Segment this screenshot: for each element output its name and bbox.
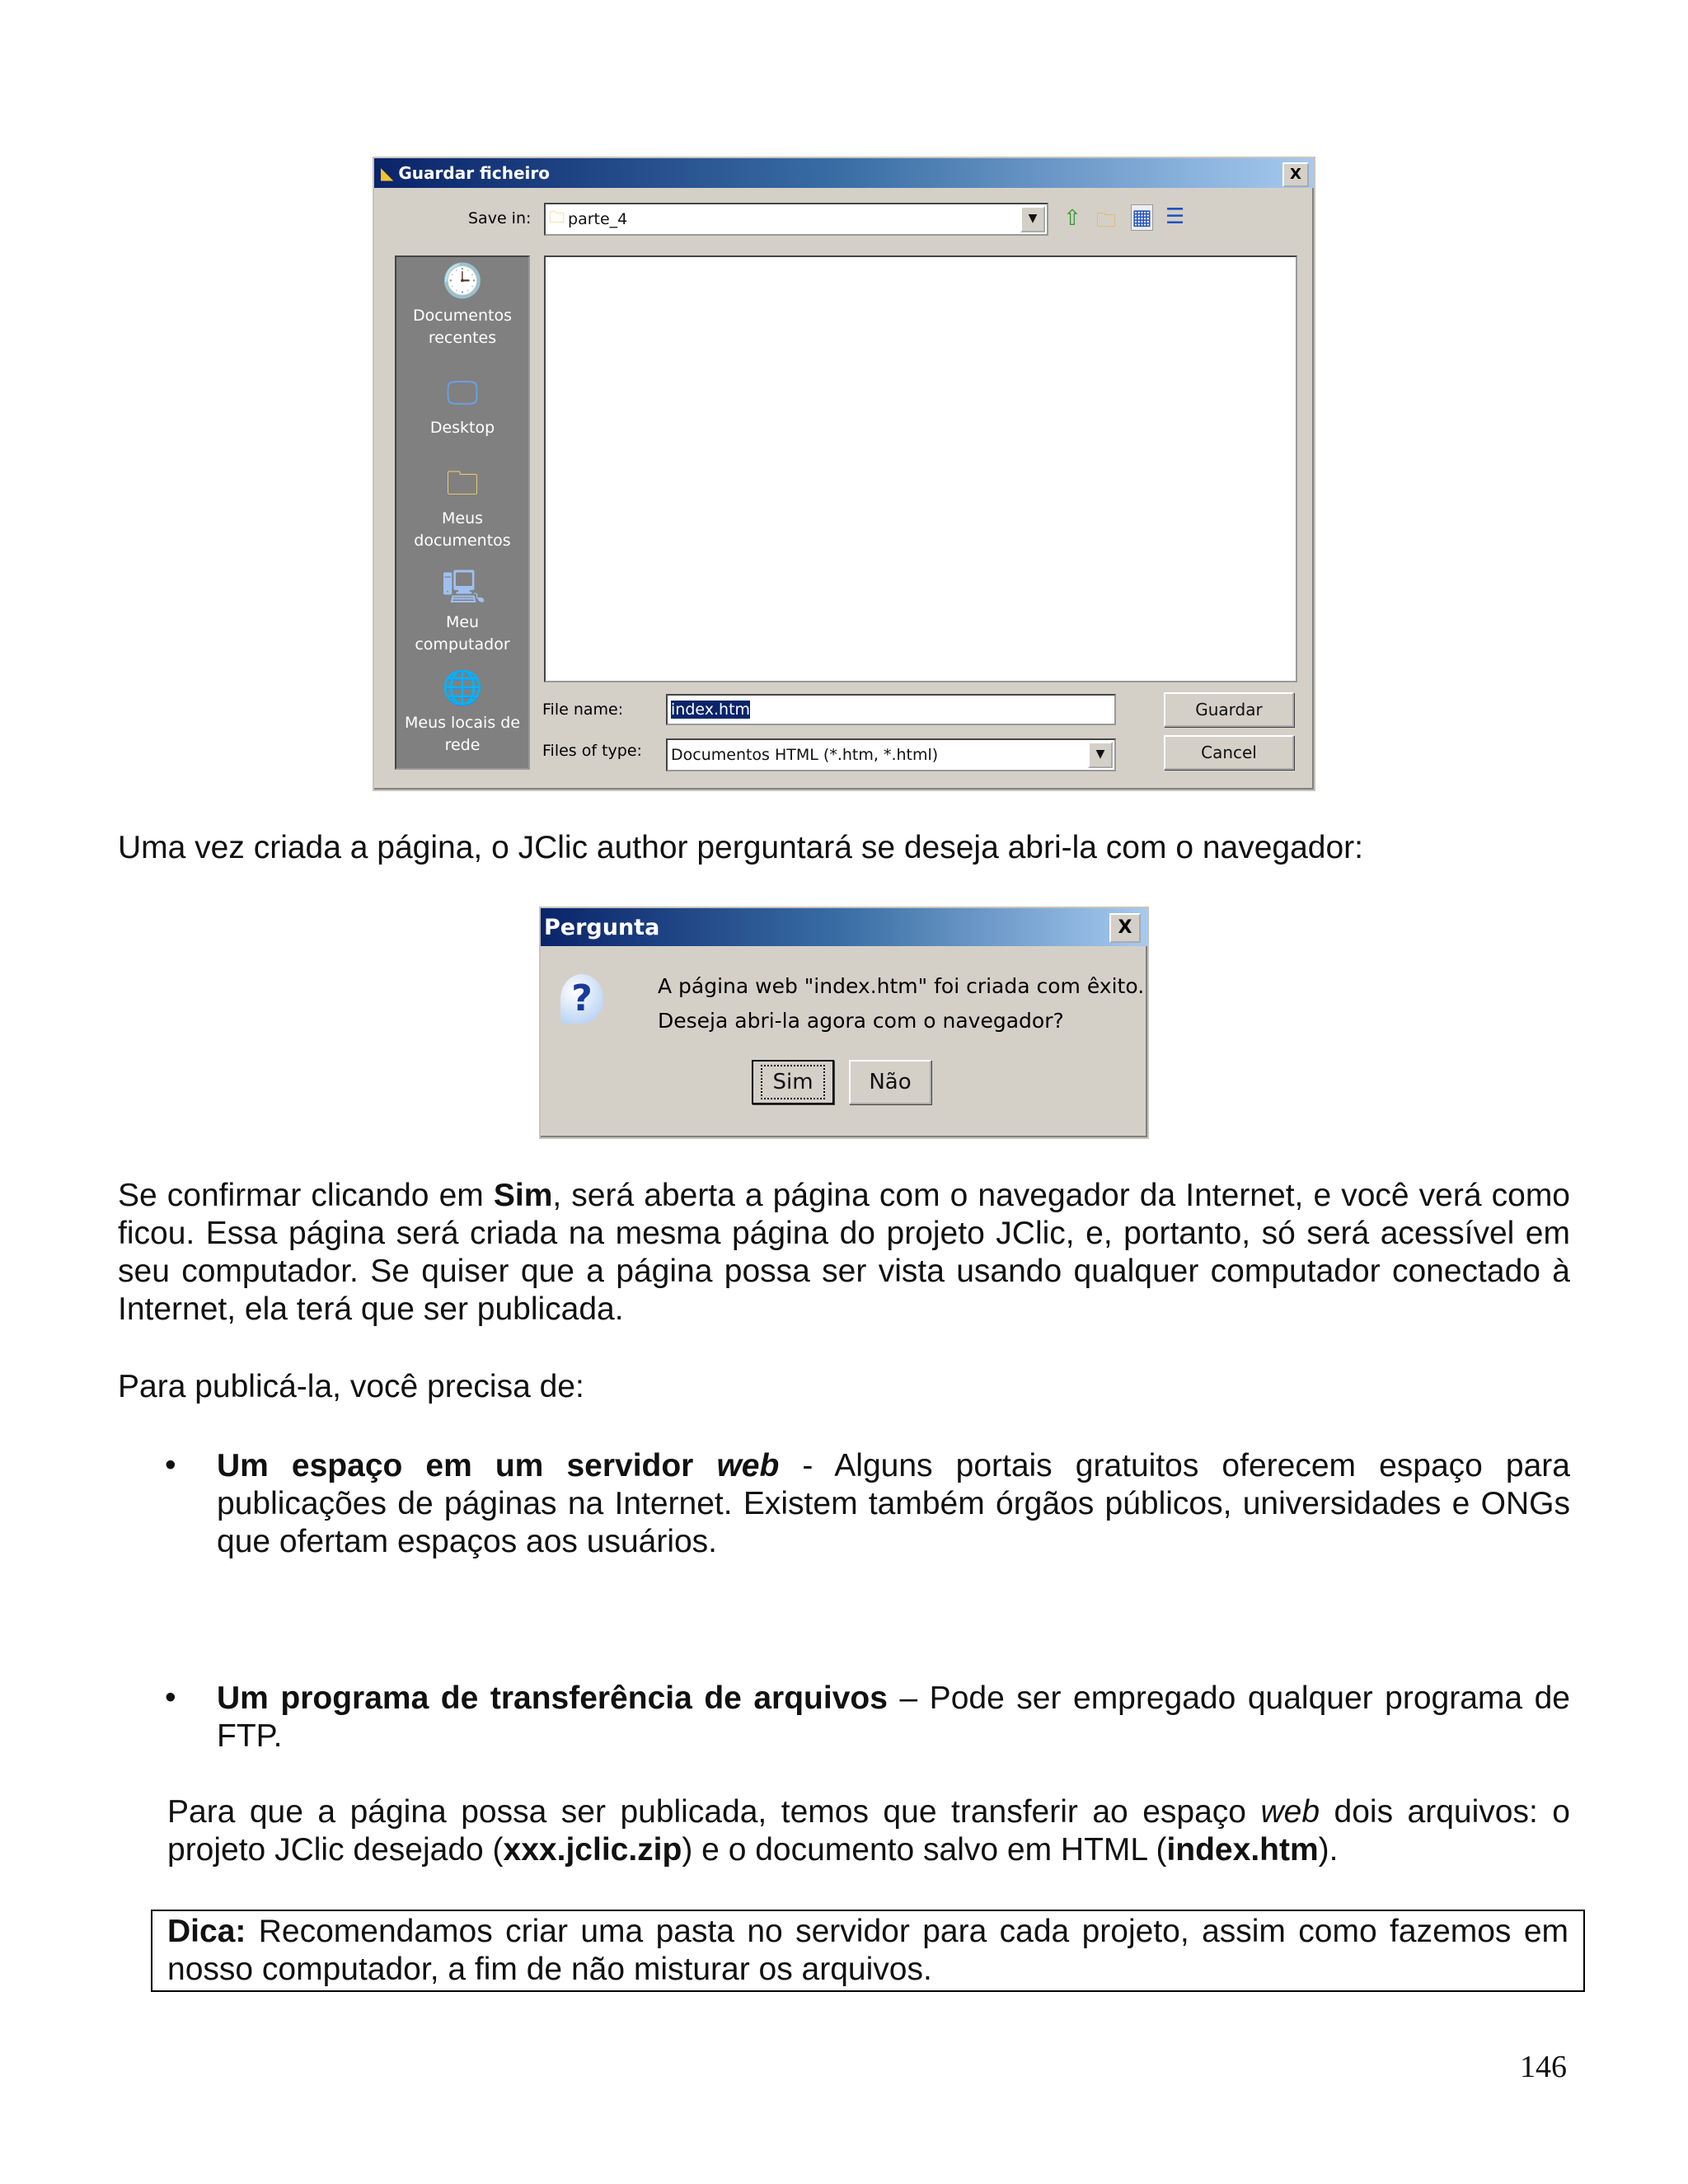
message-line-2: Deseja abri-la agora com o navegador? <box>658 1009 1064 1033</box>
file-type-label: Files of type: <box>542 742 642 760</box>
save-in-value: parte_4 <box>568 210 628 228</box>
file-name-label: File name: <box>542 701 624 719</box>
file-type-value: Documentos HTML (*.htm, *.html) <box>671 746 939 764</box>
paragraph-transfer <box>167 1793 1570 1869</box>
place-label: Meus documentos <box>414 509 511 550</box>
chevron-down-icon[interactable]: ▼ <box>1020 206 1045 232</box>
yes-label: Sim <box>761 1065 824 1099</box>
dialog-title: Guardar ficheiro <box>398 163 550 183</box>
file-name-value: index.htm <box>671 701 751 719</box>
tip-text <box>167 1913 1568 1989</box>
text: dois arquivos: o projeto JClic desejado ( <box>167 1794 1570 1868</box>
app-icon: ◣ <box>381 163 394 183</box>
title-bar <box>541 908 1147 946</box>
text-bold: Um programa de transferência de arquivos <box>217 1680 888 1716</box>
text: , será aberta a página com o navegador da Internet, e você verá como ficou. Essa página será criada na mesma página do projeto JClic, e, portanto, só será acessível em seu computador. Se quiser que a página possa ser vista usando qualquer computador conectado à Internet, ela terá que ser publicada. <box>118 1178 1570 1327</box>
my-computer-icon: 🖳 <box>442 569 486 607</box>
text-bold: Sim <box>493 1178 553 1213</box>
close-button[interactable]: X <box>1109 913 1141 943</box>
folder-icon: 🗀 <box>549 209 565 227</box>
text-bold: xxx.jclic.zip <box>503 1832 682 1868</box>
text: – Pode ser empregado qualquer programa de FTP. <box>217 1680 1570 1754</box>
text-italic: web <box>1260 1794 1320 1830</box>
text: Se confirmar clicando em <box>118 1178 494 1213</box>
text: - Alguns portais gratuitos oferecem espaço para publicações de páginas na Internet. Existem também órgãos públicos, universidades e ONGs que ofertam espaços aos usuários. <box>217 1448 1570 1559</box>
tip-label: Dica: <box>167 1914 246 1949</box>
bullet-server <box>217 1447 1570 1561</box>
save-file-dialog <box>373 157 1315 791</box>
my-documents-icon: 🗀 <box>446 465 479 503</box>
place-label: Meu computador <box>415 613 510 654</box>
page-number: 146 <box>1520 2050 1567 2084</box>
recent-documents-icon: 🕒 <box>442 262 483 300</box>
text: Recomendamos criar uma pasta no servidor para cada projeto, assim como fazemos em nosso computador, a fim de não misturar os arquivos. <box>167 1914 1568 1987</box>
place-network[interactable] <box>396 668 528 757</box>
text: ). <box>1318 1832 1339 1868</box>
yes-button[interactable] <box>752 1060 834 1104</box>
close-button[interactable]: X <box>1282 162 1309 187</box>
view-details-icon[interactable]: ☰ <box>1165 204 1185 229</box>
question-dialog <box>539 907 1149 1139</box>
text: Para que a página possa ser publicada, temos que transferir ao espaço <box>167 1794 1261 1830</box>
file-list[interactable] <box>544 255 1297 682</box>
save-button[interactable]: Guardar <box>1164 692 1294 727</box>
dialog-title: Pergunta <box>544 914 660 940</box>
bullet-icon: • <box>165 1680 176 1715</box>
message-line-1: A página web "index.htm" foi criada com êxito. <box>658 974 1145 998</box>
tip-box <box>151 1910 1585 1992</box>
text-bold: Um espaço em um servidor <box>217 1448 717 1483</box>
new-folder-icon[interactable]: 🗀 <box>1096 209 1116 232</box>
title-bar <box>374 158 1314 188</box>
place-my-documents[interactable] <box>396 463 528 552</box>
place-recent-documents[interactable] <box>396 260 528 349</box>
place-my-computer[interactable] <box>396 567 528 656</box>
text: ) e o documento salvo em HTML ( <box>682 1832 1167 1868</box>
save-in-dropdown[interactable] <box>544 203 1048 236</box>
place-desktop[interactable] <box>396 373 528 439</box>
text-bold: index.htm <box>1166 1832 1319 1868</box>
file-type-dropdown[interactable] <box>666 738 1116 771</box>
paragraph-intro: Uma vez criada a página, o JClic author perguntará se deseja abri-la com o navegador: <box>118 830 1364 865</box>
up-folder-icon[interactable]: ⇧ <box>1063 206 1081 231</box>
chevron-down-icon[interactable]: ▼ <box>1088 742 1113 768</box>
place-label: Desktop <box>429 419 495 437</box>
network-places-icon: 🌐 <box>442 669 483 707</box>
question-icon: ? <box>560 974 603 1024</box>
view-list-icon[interactable]: ▦ <box>1132 205 1152 230</box>
paragraph-publish: Para publicá-la, você precisa de: <box>118 1369 584 1404</box>
no-button[interactable]: Não <box>849 1060 931 1104</box>
paragraph-confirm <box>118 1177 1570 1329</box>
place-label: Documentos recentes <box>413 307 512 347</box>
places-bar <box>395 255 530 770</box>
bullet-icon: • <box>165 1447 176 1483</box>
bullet-ftp <box>217 1680 1570 1755</box>
save-in-label: Save in: <box>468 209 532 227</box>
file-name-input[interactable] <box>666 694 1116 725</box>
desktop-icon: 🖵 <box>446 374 479 412</box>
cancel-button[interactable]: Cancel <box>1164 735 1294 770</box>
place-label: Meus locais de rede <box>404 714 521 754</box>
text-bold-italic: web <box>716 1448 780 1483</box>
